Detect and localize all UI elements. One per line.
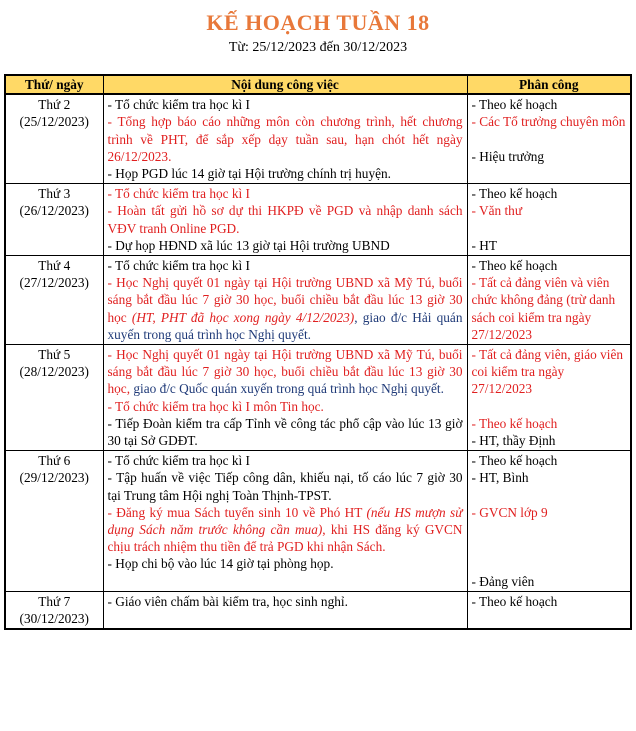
column-header-day: Thứ/ ngày [5, 75, 103, 94]
assignee: - Theo kế hoạch [471, 415, 558, 431]
day-date: (30/12/2023) [19, 611, 89, 627]
assignee: - Tất cả đảng viên, giáo viên coi kiểm tra ngày 27/12/2023 [471, 347, 624, 397]
assignee: - HT, thầy Định [471, 433, 556, 449]
weekly-plan-table [4, 74, 632, 630]
column-header-content: Nội dung công việc [103, 75, 467, 94]
task-item [108, 274, 463, 343]
task-item [108, 237, 463, 254]
task-cell [103, 94, 467, 184]
task-text: - Tổ chức kiểm tra học kì I [107, 453, 250, 469]
task-text: , khi HS đăng ký GVCN chịu trách nhiệm thu tiền để trả PGD khi nhận Sách. [107, 522, 463, 555]
task-item [108, 346, 463, 398]
task-item [108, 96, 463, 113]
document-title: KẾ HOẠCH TUẦN 18 [206, 10, 430, 35]
day-date: (29/12/2023) [19, 470, 89, 486]
day-cell [5, 184, 103, 256]
task-text: giao đ/c Quốc quán xuyến trong quá trình học Nghị quyết. [133, 381, 444, 397]
task-item [108, 398, 463, 415]
assignment-cell [467, 591, 631, 629]
day-label: Thứ 4 [38, 258, 71, 274]
table-header-row [5, 75, 631, 94]
task-cell [103, 451, 467, 592]
spacer [472, 487, 627, 504]
assignment-cell [467, 256, 631, 345]
assignee: - HT, Bình [471, 470, 529, 486]
assignee: - HT [471, 237, 497, 253]
task-item [108, 202, 463, 236]
task-item [108, 257, 463, 274]
day-date: (25/12/2023) [19, 114, 89, 130]
day-label: Thứ 2 [38, 97, 71, 113]
day-date: (28/12/2023) [19, 364, 89, 380]
table-row [5, 591, 631, 629]
day-date: (26/12/2023) [19, 203, 89, 219]
day-label: Thứ 5 [38, 347, 71, 363]
task-item [108, 593, 463, 610]
spacer [472, 521, 627, 538]
assignee: - Theo kế hoạch [471, 258, 558, 274]
spacer [472, 131, 627, 148]
task-text: , giao đ/c Hải quán xuyến trong quá trình học Nghị quyết. [107, 309, 463, 342]
assignee: - Tất cả đảng viên và viên chức không đảng (trừ danh sách coi kiểm tra ngày 27/12/2023 [471, 275, 616, 342]
task-text: - Hoàn tất gửi hồ sơ dự thi HKPĐ về PGD và nhập danh sách VĐV tranh Online PGD. [107, 203, 463, 236]
spacer [472, 398, 627, 415]
task-text: - Tiếp Đoàn kiểm tra cấp Tỉnh về công tác phổ cập vào lúc 13 giờ 30 tại Sở GDĐT. [107, 415, 463, 449]
assignee: - Đảng viên [471, 573, 535, 589]
task-item [108, 113, 463, 165]
assignee: - Các Tổ trưởng chuyên môn [471, 114, 626, 130]
assignee: - GVCN lớp 9 [471, 504, 548, 520]
assignee: - Hiệu trưởng [471, 148, 545, 164]
task-text: - Dự họp HĐND xã lúc 13 giờ tại Hội trường UBND [107, 237, 390, 253]
task-text: (nếu HS mượn sử dụng Sách năm trước không cần mua) [107, 504, 463, 538]
task-text: - Tổ chức kiểm tra học kì I môn Tin học. [107, 398, 324, 414]
task-text: - Học Nghị quyết 01 ngày tại Hội trường UBND xã Mỹ Tú, buổi sáng bắt đầu lúc 7 giờ 30 học, buổi chiều bắt đầu lúc 13 giờ 30 học [107, 275, 463, 325]
assignee: - Theo kế hoạch [471, 186, 558, 202]
task-cell [103, 184, 467, 256]
task-text: (HT, PHT đã học xong ngày 4/12/2023) [131, 309, 355, 325]
day-cell [5, 345, 103, 451]
task-text: - Giáo viên chấm bài kiểm tra, học sinh nghỉ. [107, 593, 348, 609]
assignment-cell [467, 451, 631, 592]
day-label: Thứ 3 [38, 186, 71, 202]
document-header [0, 10, 636, 56]
task-item [108, 165, 463, 182]
assignee: - Theo kế hoạch [471, 453, 558, 469]
task-item [108, 185, 463, 202]
task-cell [103, 591, 467, 629]
task-text: - Họp PGD lúc 14 giờ tại Hội trường chính trị huyện. [107, 166, 391, 182]
day-label: Thứ 6 [38, 453, 71, 469]
day-date: (27/12/2023) [19, 275, 89, 291]
spacer [472, 220, 627, 237]
table-row [5, 184, 631, 256]
task-item [108, 504, 463, 556]
task-text: - Tập huấn về việc Tiếp công dân, khiếu nại, tố cáo lúc 7 giờ 30 tại Trung tâm Hội nghị Toàn Thịnh-TPST. [107, 470, 463, 503]
task-item [108, 469, 463, 503]
task-text: - Họp chi bộ vào lúc 14 giờ tại phòng họp. [107, 556, 334, 572]
day-cell [5, 591, 103, 629]
assignment-cell [467, 94, 631, 184]
task-item [108, 555, 463, 572]
task-cell [103, 345, 467, 451]
task-text: - Tổ chức kiểm tra học kì I [107, 258, 250, 274]
task-cell [103, 256, 467, 345]
day-cell [5, 451, 103, 592]
assignee: - Theo kế hoạch [471, 593, 558, 609]
table-row [5, 345, 631, 451]
day-cell [5, 94, 103, 184]
task-text: - Tổng hợp báo cáo những môn còn chương trình, hết chương trình về PHT, để sắp xếp dạy tuần sau, hạn chót hết ngày 26/12/2023. [107, 114, 463, 164]
task-item [108, 415, 463, 449]
assignment-cell [467, 345, 631, 451]
assignment-cell [467, 184, 631, 256]
column-header-assign: Phân công [467, 75, 631, 94]
task-item [108, 452, 463, 469]
spacer [472, 538, 627, 555]
spacer [472, 555, 627, 572]
date-range: Từ: 25/12/2023 đến 30/12/2023 [228, 40, 408, 55]
table-row [5, 256, 631, 345]
assignee: - Văn thư [471, 203, 523, 219]
table-row [5, 94, 631, 184]
day-label: Thứ 7 [38, 593, 71, 609]
task-text: - Đăng ký mua Sách tuyển sinh 10 về Phó HT [107, 504, 367, 520]
assignee: - Theo kế hoạch [471, 97, 558, 113]
task-text: - Học Nghị quyết 01 ngày tại Hội trường UBND xã Mỹ Tú, buổi sáng bắt đầu lúc 7 giờ 30 học, buổi chiều bắt đầu lúc 13 giờ 30 học, [107, 347, 463, 397]
table-row [5, 451, 631, 592]
table-body [5, 94, 631, 629]
task-text: - Tổ chức kiểm tra học kì I [107, 97, 250, 113]
day-cell [5, 256, 103, 345]
task-text: - Tổ chức kiểm tra học kì I [107, 186, 250, 202]
